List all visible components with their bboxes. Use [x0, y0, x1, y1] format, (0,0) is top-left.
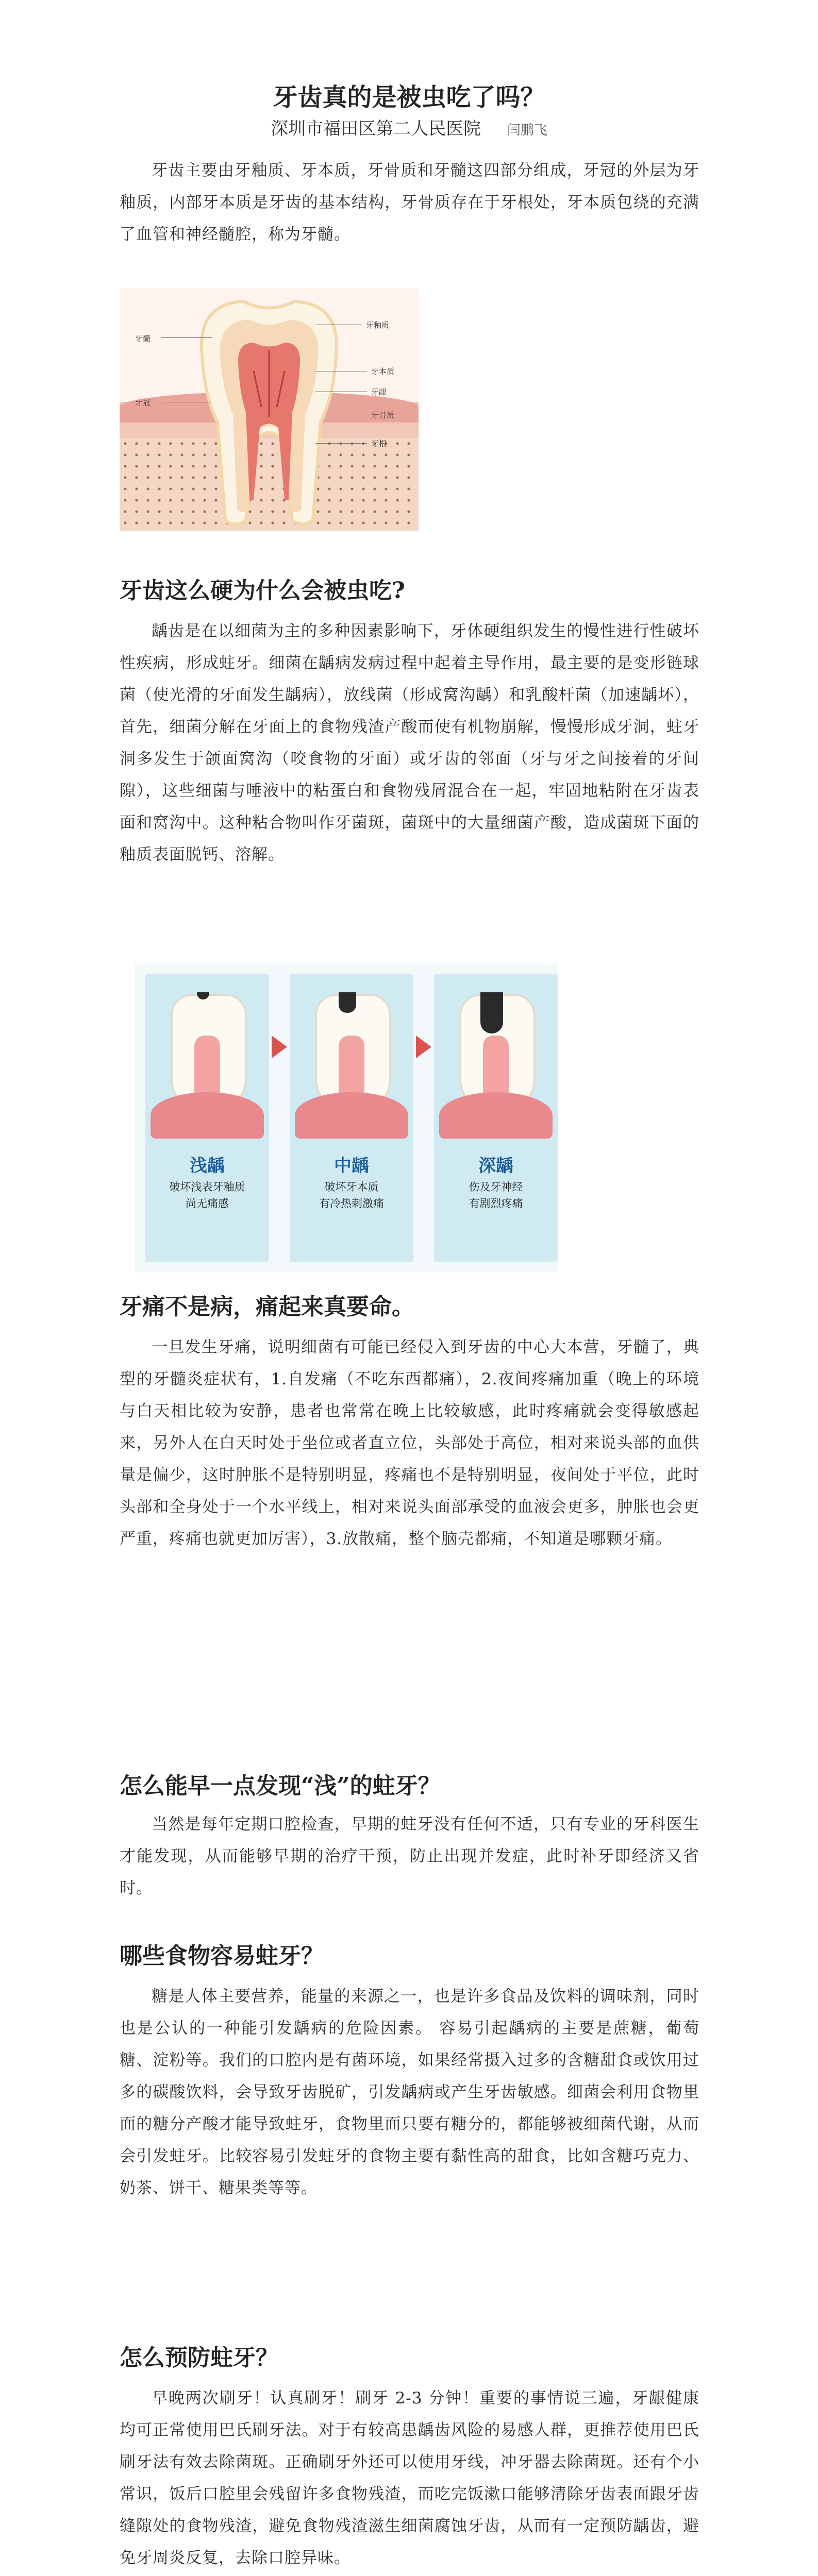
section-5: [120, 2339, 699, 2574]
label-enamel: 牙釉质: [366, 320, 390, 330]
intro-block: [120, 155, 699, 250]
arrow-icon: [272, 1036, 287, 1058]
label-gum: 牙龈: [371, 387, 387, 397]
stage-name: 深龋: [478, 1156, 513, 1176]
hospital-name: 深圳市福田区第二人民医院: [271, 118, 481, 139]
section-4-heading: 哪些食物容易蛀牙？: [120, 1943, 324, 1969]
caries-stages-figure: [135, 963, 558, 1273]
gum-shape: [151, 1092, 264, 1139]
label-cementum: 牙骨质: [371, 411, 395, 420]
section-1-heading: 牙齿这么硬为什么会被虫吃?: [120, 578, 405, 604]
stage-deep: [434, 974, 558, 1262]
section-2: [120, 1288, 699, 1555]
stage-description: 破坏牙本质 有冷热刺激痛: [319, 1181, 384, 1210]
article-title: 牙齿真的是被虫吃了吗？: [273, 83, 545, 112]
tooth-anatomy-figure: [120, 289, 419, 531]
stage-name: 中龋: [334, 1156, 369, 1176]
label-dentin: 牙本质: [371, 367, 395, 376]
stage-description: 破坏浅表牙釉质 尚无痛感: [169, 1181, 245, 1210]
gum-shape: [295, 1092, 408, 1139]
section-1: [120, 572, 699, 871]
section-5-paragraph: 早晚两次刷牙！认真刷牙！刷牙 2-3 分钟！重要的事情说三遍，牙龈健康均可正常使用巴氏刷牙法。对于有较高患龋齿风险的易感人群，更推荐使用巴氏刷牙法有效去除菌斑。正确刷牙外还可以使用牙线，冲牙器去除菌斑。还有个小常识，饭后口腔里会残留许多食物残渣，而吃完饭漱口能够清除牙齿表面跟牙齿缝隙处的食物残渣，避免食物残渣滋生细菌腐蚀牙齿，从而有一定预防龋齿，避免牙周炎反复，去除口腔异味。: [120, 2389, 699, 2567]
label-crown: 牙冠: [135, 398, 151, 407]
author-name: 闫鹏飞: [507, 123, 547, 138]
cavity-mark: [480, 992, 503, 1033]
intro-paragraph: 牙齿主要由牙釉质、牙本质，牙骨质和牙髓这四部分组成，牙冠的外层为牙釉质，内部牙本质是牙齿的基本结构，牙骨质存在于牙根处，牙本质包绕的充满了血管和神经髓腔，称为牙髓。: [120, 161, 699, 244]
gum-shape: [439, 1092, 553, 1139]
stage-medium: [290, 974, 413, 1262]
section-3-paragraph: 当然是每年定期口腔检查，早期的蛀牙没有任何不适，只有专业的牙科医生才能发现，从而能够早期的治疗干预，防止出现并发症，此时补牙即经济又省时。: [120, 1815, 699, 1897]
section-3: [120, 1767, 699, 1904]
byline: [0, 114, 818, 140]
section-2-heading: 牙痛不是病，痛起来真要命。: [120, 1294, 414, 1320]
section-2-paragraph: 一旦发生牙痛，说明细菌有可能已经侵入到牙齿的中心大本营，牙髓了，典型的牙髓炎症状有，1.自发痛（不吃东西都痛），2.夜间疼痛加重（晚上的环境与白天相比较为安静，患者也常常在晚上比较敏感，此时疼痛就会变得敏感起来，另外人在白天时处于坐位或者直立位，头部处于高位，相对来说头部的血供量是偏少，这时肿胀不是特别明显，疼痛也不是特别明显，夜间处于平位，此时头部和全身处于一个水平线上，相对来说头面部承受的血液会更多，肿胀也会更严重，疼痛也就更加厉害），3.放散痛，整个脑壳都痛，不知道是哪颗牙痛。: [120, 1338, 699, 1548]
arrow-icon: [416, 1036, 431, 1058]
section-3-heading: 怎么能早一点发现“浅”的蛀牙？: [120, 1773, 441, 1799]
stage-name: 浅龋: [190, 1156, 225, 1176]
cavity-mark: [339, 992, 356, 1013]
label-root: 牙根: [371, 439, 387, 448]
tooth-illustration: [187, 294, 352, 531]
section-4-paragraph: 糖是人体主要营养，能量的来源之一，也是许多食品及饮料的调味剂，同时也是公认的一种能引发龋病的危险因素。 容易引起龋病的主要是蔗糖，葡萄糖、淀粉等。我们的口腔内是有菌环境，如果经常摄入过多的含糖甜食或饮用过多的碳酸饮料，会导致牙齿脱矿，引发龋病或产生牙齿敏感。细菌会利用食物里面的糖分产酸才能导致蛀牙，食物里面只要有糖分的，都能够被细菌代谢，从而会引发蛀牙。比较容易引发蛀牙的食物主要有黏性高的甜食，比如含糖巧克力、奶茶、饼干、糖果类等等。: [120, 1987, 699, 2197]
stage-description: 伤及牙神经 有剧烈疼痛: [469, 1181, 523, 1210]
label-pulp: 牙髓: [135, 334, 151, 343]
section-5-heading: 怎么预防蛀牙？: [120, 2345, 278, 2371]
section-4: [120, 1937, 699, 2204]
section-1-paragraph: 龋齿是在以细菌为主的多种因素影响下，牙体硬组织发生的慢性进行性破坏性疾病，形成蛀牙。细菌在龋病发病过程中起着主导作用，最主要的是变形链球菌（使光滑的牙面发生龋病），放线菌（形成窝沟龋）和乳酸杆菌（加速龋坏），首先，细菌分解在牙面上的食物残渣产酸而使有机物崩解，慢慢形成牙洞，蛀牙洞多发生于颌面窝沟（咬食物的牙面）或牙齿的邻面（牙与牙之间接着的牙间隙），这些细菌与唾液中的粘蛋白和食物残屑混合在一起，牢固地粘附在牙齿表面和窝沟中。这种粘合物叫作牙菌斑，菌斑中的大量细菌产酸，造成菌斑下面的釉质表面脱钙、溶解。: [120, 622, 699, 864]
stage-shallow: [145, 974, 269, 1262]
